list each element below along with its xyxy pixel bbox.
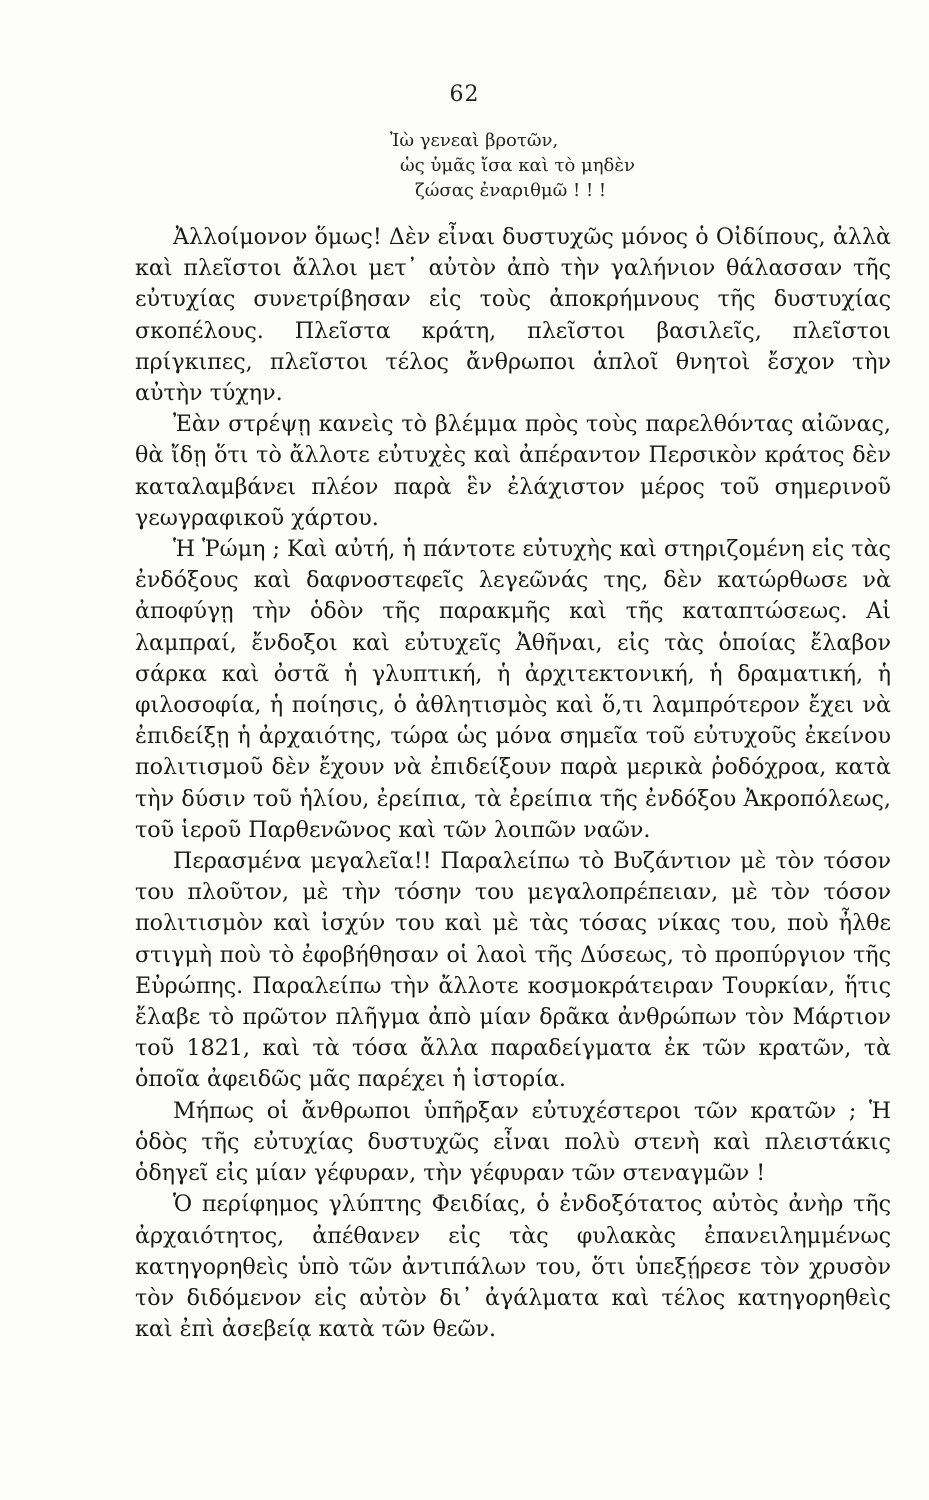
verse-line-1: Ἰὼ γενεαὶ βροτῶν, xyxy=(390,130,559,151)
paragraph-6: Ὁ περίφημος γλύπτης Φειδίας, ὁ ἐνδοξότατος αὐτὸς ἀνὴρ τῆς ἀρχαιότητος, ἀπέθανεν εἰς τὰς φυλακὰς ἐπανειλημμένως κατηγορηθεὶς ὑπὸ τῶν ἀντιπάλων του, ὅτι ὑπεξῄρεσε τὸν χρυσὸν τὸν διδόμενον εἰς αὐτὸν δι᾿ ἀγάλματα καὶ τέλος κατηγορηθεὶς καὶ ἐπὶ ἀσεβείᾳ κατὰ τῶν θεῶν. xyxy=(135,1191,891,1343)
page-number: 62 xyxy=(449,82,480,107)
paragraph-3: Ἡ Ῥώμη ; Καὶ αὐτή, ἡ πάντοτε εὐτυχὴς καὶ στηριζομένη εἰς τὰς ἐνδόξους καὶ δαφνοστεφεῖς λεγεῶνάς της, δὲν κατώρθωσε νὰ ἀποφύγῃ τὴν ὁδὸν τῆς παρακμῆς καὶ τῆς καταπτώσεως. Αἱ λαμπραί, ἔνδοξοι καὶ εὐτυχεῖς Ἀθῆναι, εἰς τὰς ὁποίας ἔλαβον σάρκα καὶ ὀστᾶ ἡ γλυπτική, ἡ ἀρχιτεκτονική, ἡ δραματική, ἡ φιλοσοφία, ἡ ποίησις, ὁ ἀθλητισμὸς καὶ ὅ,τι λαμπρότερον ἔχει νὰ ἐπιδείξῃ ἡ ἀρχαιότης, τώρα ὡς μόνα σημεῖα τοῦ εὐτυχοῦς ἐκείνου πολιτισμοῦ δὲν ἔχουν νὰ ἐπιδείξουν παρὰ μερικὰ ῥοδόχροα, κατὰ τὴν δύσιν τοῦ ἡλίου, ἐρείπια, τὰ ἐρείπια τῆς ἐνδόξου Ἀκροπόλεως, τοῦ ἱεροῦ Παρθενῶνος καὶ τῶν λοιπῶν ναῶν. xyxy=(135,536,891,843)
verse-line-3: ζώσας ἐναριθμῶ ! ! ! xyxy=(415,180,607,201)
paragraph-5: Μήπως οἱ ἄνθρωποι ὑπῆρξαν εὐτυχέστεροι τῶν κρατῶν ; Ἡ ὁδὸς τῆς εὐτυχίας δυστυχῶς εἶναι πολὺ στενὴ καὶ πλειστάκις ὁδηγεῖ εἰς μίαν γέφυραν, τὴν γέφυραν τῶν στεναγμῶν ! xyxy=(135,1097,891,1187)
verse-quote xyxy=(360,128,635,203)
paragraph-2: Ἐὰν στρέψῃ κανεὶς τὸ βλέμμα πρὸς τοὺς παρελθόντας αἰῶνας, θὰ ἴδῃ ὅτι τὸ ἄλλοτε εὐτυχὲς καὶ ἀπέραντον Περσικὸν κράτος δὲν καταλαμβάνει πλέον παρὰ ἓν ἐλάχιστον μέρος τοῦ σημερινοῦ γεωγραφικοῦ χάρτου. xyxy=(135,411,891,531)
verse-line-2: ὡς ὑμᾶς ἴσα καὶ τὸ μηδὲν xyxy=(400,155,635,176)
body-text xyxy=(135,222,891,1345)
paragraph-4: Περασμένα μεγαλεῖα!! Παραλείπω τὸ Βυζάντιον μὲ τὸν τόσον του πλοῦτον, μὲ τὴν τόσην του μεγαλοπρέπειαν, μὲ τὸν τόσον πολιτισμὸν καὶ ἰσχύν του καὶ μὲ τὰς τόσας νίκας του, ποὺ ἦλθε στιγμὴ ποὺ τὸ ἐφοβήθησαν οἱ λαοὶ τῆς Δύσεως, τὸ προπύργιον τῆς Εὐρώπης. Παραλείπω τὴν ἄλλοτε κοσμοκράτειραν Τουρκίαν, ἥτις ἔλαβε τὸ πρῶτον πλῆγμα ἀπὸ μίαν δρᾶκα ἀνθρώπων τὸν Μάρτιον τοῦ 1821, καὶ τὰ τόσα ἄλλα παραδείγματα ἐκ τῶν κρατῶν, τὰ ὁποῖα ἀφειδῶς μᾶς παρέχει ἡ ἱστορία. xyxy=(135,848,891,1093)
paragraph-1: Ἀλλοίμονον ὅμως! Δὲν εἶναι δυστυχῶς μόνος ὁ Οἰδίπους, ἀλλὰ καὶ πλεῖστοι ἄλλοι μετ᾿ αὐτὸν ἀπὸ τὴν γαλήνιον θάλασσαν τῆς εὐτυχίας συνετρίβησαν εἰς τοὺς ἀποκρήμνους τῆς δυστυχίας σκοπέλους. Πλεῖστα κράτη, πλεῖστοι βασιλεῖς, πλεῖστοι πρίγκιπες, πλεῖστοι τέλος ἄνθρωποι ἁπλοῖ θνητοὶ ἔσχον τὴν αὐτὴν τύχην. xyxy=(135,224,891,407)
